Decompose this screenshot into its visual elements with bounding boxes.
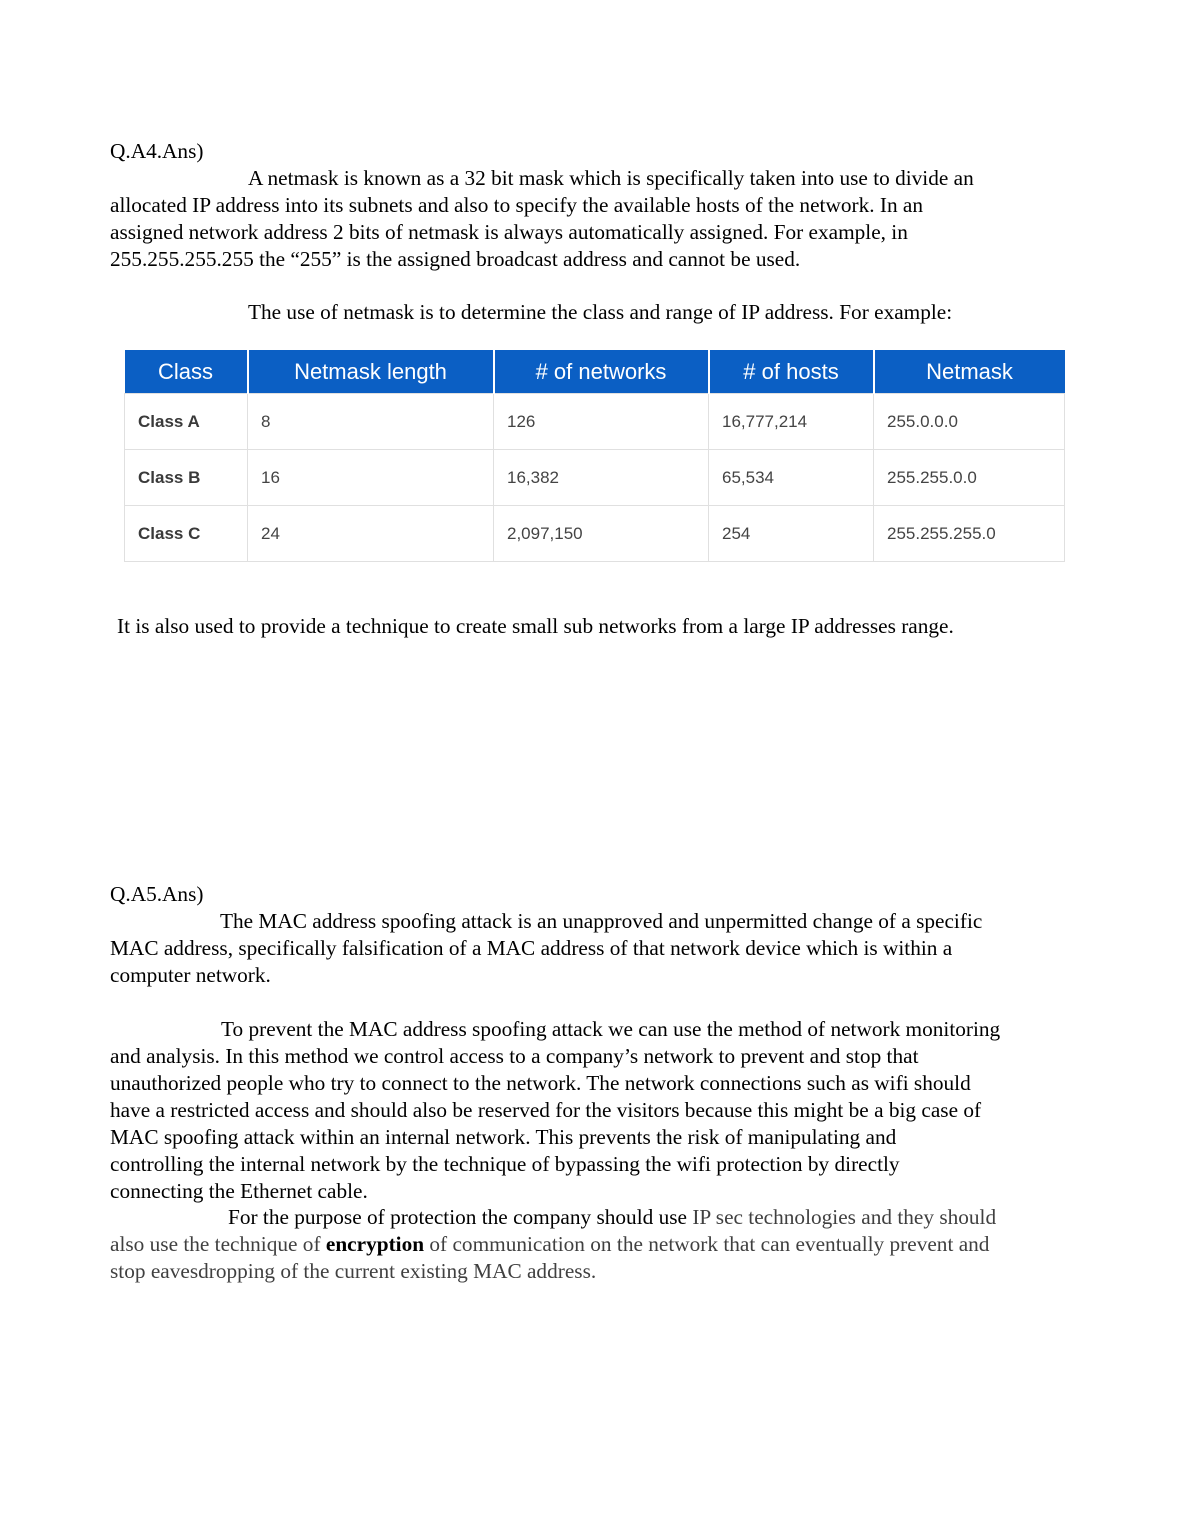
cell-class: Class C [125, 506, 248, 562]
qa4-para2: The use of netmask is to determine the class and range of IP address. For example: [248, 300, 953, 324]
qa5-para1-line3: computer network. [110, 963, 271, 987]
cell-networks: 2,097,150 [494, 506, 709, 562]
qa5-para3-line1 [110, 1204, 1185, 1231]
table-header-row [125, 350, 1065, 394]
qa5-para2-line3: unauthorized people who try to connect to the network. The network connections such as wifi should [110, 1071, 971, 1095]
header-networks: # of networks [494, 350, 709, 394]
cell-networks: 126 [494, 394, 709, 450]
table-row [125, 450, 1065, 506]
cell-netmask: 255.0.0.0 [874, 394, 1065, 450]
qa5-para1-line1: The MAC address spoofing attack is an unapproved and unpermitted change of a specific [220, 909, 983, 933]
header-netmask: Netmask [874, 350, 1065, 394]
qa4-para1-line4: 255.255.255.255 the “255” is the assigned broadcast address and cannot be used. [110, 247, 801, 271]
qa5-para2-line1: To prevent the MAC address spoofing attack we can use the method of network monitoring [221, 1017, 1001, 1041]
cell-networks: 16,382 [494, 450, 709, 506]
qa4-para1-line2: allocated IP address into its subnets and also to specify the available hosts of the network. In an [110, 193, 924, 217]
cell-class: Class B [125, 450, 248, 506]
cell-netmask-length: 8 [248, 394, 494, 450]
qa5-para1-line2: MAC address, specifically falsification of a MAC address of that network device which is within a [110, 936, 953, 960]
cell-hosts: 16,777,214 [709, 394, 874, 450]
qa5-para2-line6: controlling the internal network by the technique of bypassing the wifi protection by directly [110, 1152, 900, 1176]
encryption-bold-text: encryption [325, 1232, 425, 1256]
table-row [125, 394, 1065, 450]
cell-netmask: 255.255.255.0 [874, 506, 1065, 562]
qa4-heading: Q.A4.Ans) [110, 139, 204, 163]
qa4-para1-line1: A netmask is known as a 32 bit mask which is specifically taken into use to divide an [248, 166, 974, 190]
cell-hosts: 254 [709, 506, 874, 562]
cell-netmask-length: 16 [248, 450, 494, 506]
qa5-para3-grey-text: IP sec technologies and they should [692, 1205, 997, 1229]
qa5-para2-line5: MAC spoofing attack within an internal network. This prevents the risk of manipulating and [110, 1125, 897, 1149]
table-row [125, 506, 1065, 562]
netmask-table [124, 350, 1064, 562]
qa4-para1-line3: assigned network address 2 bits of netmask is always automatically assigned. For example, in [110, 220, 908, 244]
cell-netmask-length: 24 [248, 506, 494, 562]
qa5-heading: Q.A5.Ans) [110, 882, 204, 906]
qa5-para3-black-text: For the purpose of protection the company should use [228, 1205, 687, 1229]
qa5-para3-line3: stop eavesdropping of the current existing MAC address. [110, 1259, 597, 1283]
qa5-para3-line2-b: of communication on the network that can eventually prevent and [429, 1232, 990, 1256]
cell-hosts: 65,534 [709, 450, 874, 506]
qa5-para2-line7: connecting the Ethernet cable. [110, 1179, 368, 1203]
header-hosts: # of hosts [709, 350, 874, 394]
qa5-para2-line2: and analysis. In this method we control access to a company’s network to prevent and stop that [110, 1044, 919, 1068]
cell-netmask: 255.255.0.0 [874, 450, 1065, 506]
header-netmask-length: Netmask length [248, 350, 494, 394]
qa5-para3-line2 [110, 1231, 1085, 1258]
qa5-para3-line2-a: also use the technique of [110, 1232, 321, 1256]
cell-class: Class A [125, 394, 248, 450]
header-class: Class [125, 350, 248, 394]
qa4-para3: It is also used to provide a technique to create small sub networks from a large IP addresses range. [117, 614, 954, 638]
qa5-para2-line4: have a restricted access and should also be reserved for the visitors because this might be a big case of [110, 1098, 982, 1122]
